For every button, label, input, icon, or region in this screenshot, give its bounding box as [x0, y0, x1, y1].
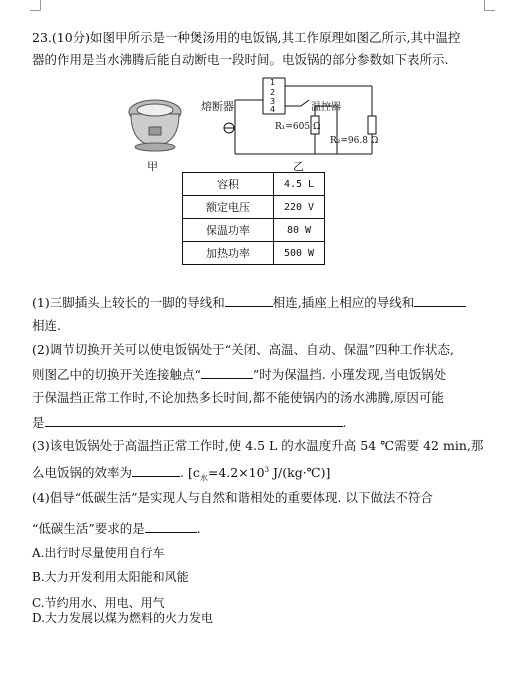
table-row — [183, 196, 325, 219]
answer-blank[interactable] — [225, 294, 273, 307]
answer-blank[interactable] — [201, 366, 253, 379]
figure-drawing — [125, 72, 395, 172]
table-row — [183, 173, 325, 196]
table-value: 80 W — [274, 219, 325, 242]
rice-cooker-image — [129, 100, 181, 151]
option-b[interactable]: B.大力开发利用太阳能和风能 — [32, 570, 189, 584]
parameter-table — [182, 172, 325, 265]
part-2-line-3: 于保温挡正常工作时,不论加热多长时间,都不能使锅内的汤水沸腾,原因可能 — [32, 390, 444, 405]
option-c[interactable]: C.节约用水、用电、用气 — [32, 596, 165, 610]
part-2-line-4: 是 . — [32, 415, 347, 430]
part-2-line-1: (2)调节切换开关可以使电饭锅处于“关闭、高温、自动、保温”四种工作状态, — [32, 342, 454, 357]
contact-3: 3 — [270, 97, 276, 106]
table-value: 220 V — [274, 196, 325, 219]
question-stem-line-1: 23.(10分)如图甲所示是一种煲汤用的电饭锅,其工作原理如图乙所示,其中温控 — [32, 30, 461, 45]
contact-labels — [270, 78, 275, 114]
part-2-line-2: 则图乙中的切换开关连接触点“ ”时为保温挡. 小瑾发现,当电饭锅处 — [32, 367, 447, 382]
table-key: 容积 — [183, 173, 274, 196]
question-stem-line-2: 器的作用是当水沸腾后能自动断电一段时间。电饭锅的部分参数如下表所示. — [32, 52, 449, 67]
figure — [125, 72, 395, 172]
table-key: 额定电压 — [183, 196, 274, 219]
page-corner-mark — [30, 0, 41, 11]
table-row — [183, 242, 325, 265]
contact-1: 1 — [270, 78, 276, 87]
option-d[interactable]: D.大力发展以煤为燃料的火力发电 — [32, 611, 214, 625]
part-3-line-1: (3)该电饭锅处于高温挡正常工作时,使 4.5 L 的水温度升高 54 ℃需要 42 min,那 — [32, 438, 484, 453]
answer-blank[interactable] — [132, 464, 180, 477]
answer-blank[interactable] — [414, 294, 466, 307]
table-value: 500 W — [274, 242, 325, 265]
r1-label: R₁=605 Ω — [275, 122, 321, 132]
table-value: 4.5 L — [274, 173, 325, 196]
part-1-line-2: 相连. — [32, 318, 61, 333]
figure-yi-caption: 乙 — [293, 160, 304, 173]
table-key: 加热功率 — [183, 242, 274, 265]
part-4-line-2: “低碳生活”要求的是 . — [32, 521, 201, 536]
table-row — [183, 219, 325, 242]
contact-2: 2 — [270, 88, 276, 97]
part-1-line-1: (1)三脚插头上较长的一脚的导线和 相连,插座上相应的导线和 — [32, 294, 466, 311]
figure-jia-caption: 甲 — [147, 160, 158, 173]
contact-4: 4 — [270, 105, 276, 114]
table-key: 保温功率 — [183, 219, 274, 242]
part-3-line-2: 么电饭锅的效率为 . [$c_水=4.2\times 10^3$ J/(kg·℃)] — [32, 465, 331, 483]
fuse-label: 熔断器 — [201, 100, 234, 113]
part-4-line-1: (4)倡导“低碳生活”是实现人与自然和谐相处的重要体现. 以下做法不符合 — [32, 490, 433, 505]
answer-blank[interactable] — [45, 414, 343, 427]
option-a[interactable]: A.出行时尽量使用自行车 — [32, 546, 165, 560]
page-corner-mark — [484, 0, 495, 11]
answer-blank[interactable] — [145, 520, 197, 533]
r2-label: R₂=96.8 Ω — [330, 136, 379, 146]
thermostat-label: 温控器 — [311, 102, 341, 113]
